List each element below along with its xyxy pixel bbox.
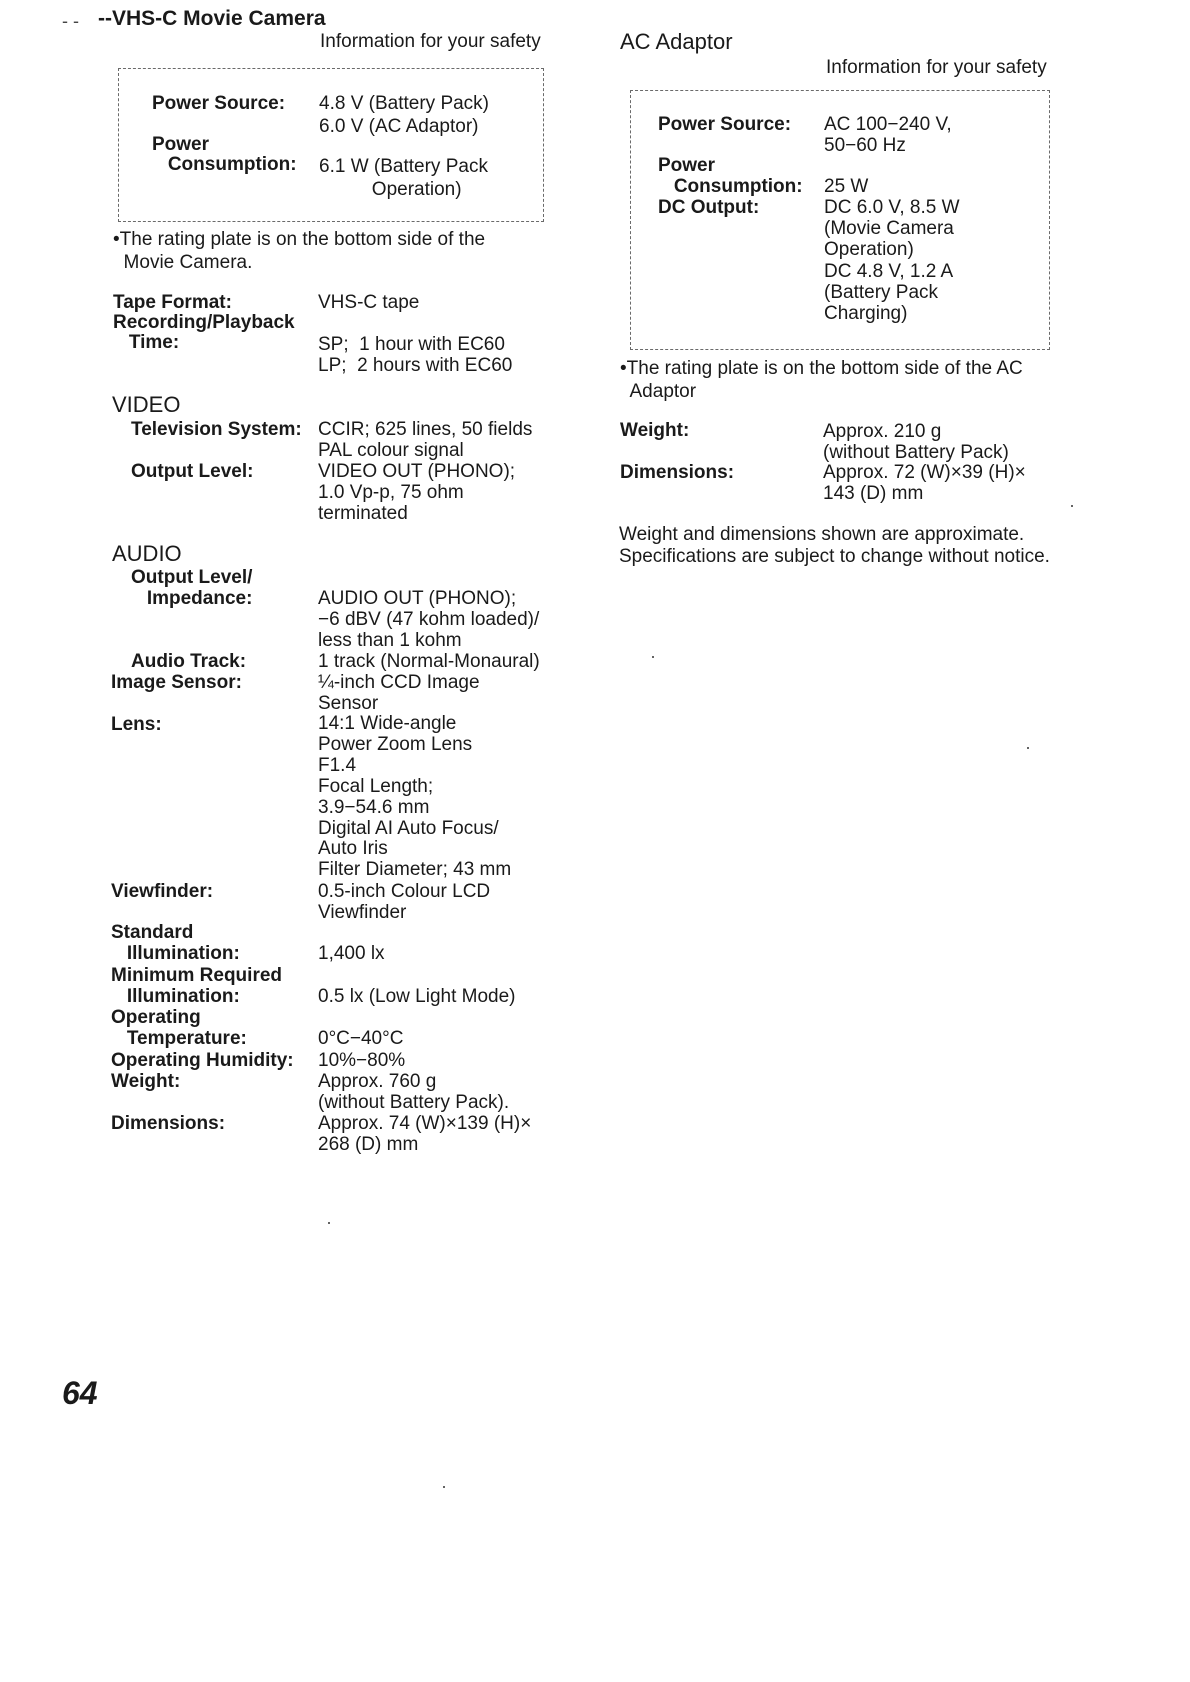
page-title-adaptor: AC Adaptor xyxy=(620,29,733,54)
viewfinder-value: 0.5-inch Colour LCD Viewfinder xyxy=(318,881,491,923)
adaptor-power-source-value: AC 100−240 V, 50−60 Hz xyxy=(824,114,952,156)
adaptor-power-consumption-label: Power Consumption: xyxy=(658,155,803,197)
video-heading: VIDEO xyxy=(112,392,181,417)
lens-label: Lens: xyxy=(111,714,162,735)
camera-power-source-label: Power Source: xyxy=(152,93,286,114)
adaptor-power-source-label: Power Source: xyxy=(658,114,792,135)
camera-weight-value: Approx. 760 g (without Battery Pack). xyxy=(318,1071,510,1113)
page-number: 64 xyxy=(62,1375,98,1411)
adaptor-safety-box xyxy=(630,90,1050,350)
tape-format-value: VHS-C tape xyxy=(318,292,420,313)
safety-label-adaptor: Information for your safety xyxy=(826,57,1047,78)
output-level-label: Output Level: xyxy=(131,461,254,482)
audio-output-value: AUDIO OUT (PHONO); −6 dBV (47 kohm loaded)/ less than 1 kohm xyxy=(318,588,540,651)
adaptor-weight-value: Approx. 210 g (without Battery Pack) xyxy=(823,421,1009,463)
output-level-value: VIDEO OUT (PHONO); 1.0 Vp-p, 75 ohm terminated xyxy=(318,461,516,524)
camera-weight-label: Weight: xyxy=(111,1071,181,1092)
standard-illumination-value: 1,400 lx xyxy=(318,943,385,964)
scan-speck xyxy=(652,656,654,658)
operating-temp-value: 0°C−40°C xyxy=(318,1028,404,1049)
operating-humidity-value: 10%−80% xyxy=(318,1050,406,1071)
audio-output-label: Output Level/ Impedance: xyxy=(131,567,253,609)
page-title-camera: --VHS-C Movie Camera xyxy=(98,7,326,30)
camera-power-consumption-value: 6.1 W (Battery Pack Operation) xyxy=(319,156,488,200)
image-sensor-label: Image Sensor: xyxy=(111,672,242,693)
camera-dimensions-label: Dimensions: xyxy=(111,1113,226,1134)
disclaimer: Weight and dimensions shown are approximate. Specifications are subject to change without notice. xyxy=(619,524,1050,567)
image-sensor-value: ¼-inch CCD Image Sensor xyxy=(318,672,480,714)
min-illumination-value: 0.5 lx (Low Light Mode) xyxy=(318,986,516,1007)
rec-time-label: Recording/Playback Time: xyxy=(113,312,295,353)
scan-speck xyxy=(328,1222,330,1224)
operating-humidity-label: Operating Humidity: xyxy=(111,1050,294,1071)
dc-output-value: DC 6.0 V, 8.5 W (Movie Camera Operation) DC 4.8 V, 1.2 A (Battery Pack Charging) xyxy=(824,197,960,325)
scan-speck xyxy=(1027,747,1029,749)
audio-track-value: 1 track (Normal-Monaural) xyxy=(318,651,540,672)
camera-power-source-value: 4.8 V (Battery Pack) 6.0 V (AC Adaptor) xyxy=(319,93,490,137)
adaptor-power-consumption-value: 25 W xyxy=(824,176,869,197)
lens-value: 14:1 Wide-angle Power Zoom Lens F1.4 Focal Length; 3.9−54.6 mm Digital AI Auto Focus/ Auto Iris Filter Diameter; 43 mm xyxy=(318,713,512,881)
audio-track-label: Audio Track: xyxy=(131,651,247,672)
camera-rating-note: •The rating plate is on the bottom side of the Movie Camera. xyxy=(113,229,486,273)
adaptor-dimensions-label: Dimensions: xyxy=(620,462,735,483)
viewfinder-label: Viewfinder: xyxy=(111,881,214,902)
safety-label-camera: Information for your safety xyxy=(320,31,541,52)
audio-heading: AUDIO xyxy=(112,541,182,566)
adaptor-weight-label: Weight: xyxy=(620,420,690,441)
tv-system-label: Television System: xyxy=(131,419,302,440)
scan-speck xyxy=(443,1486,445,1488)
rec-time-value: SP; 1 hour with EC60 LP; 2 hours with EC60 xyxy=(318,334,513,376)
camera-dimensions-value: Approx. 74 (W)×139 (H)× 268 (D) mm xyxy=(318,1113,532,1155)
min-illumination-label: Minimum Required Illumination: xyxy=(111,965,283,1007)
scan-speck xyxy=(1071,505,1073,507)
camera-power-consumption-label: Power Consumption: xyxy=(152,134,297,175)
adaptor-dimensions-value: Approx. 72 (W)×39 (H)× 143 (D) mm xyxy=(823,462,1026,504)
dc-output-label: DC Output: xyxy=(658,197,760,218)
header-prefix: - - xyxy=(62,11,79,31)
operating-temp-label: Operating Temperature: xyxy=(111,1007,247,1049)
standard-illumination-label: Standard Illumination: xyxy=(111,922,240,964)
adaptor-rating-note: •The rating plate is on the bottom side of the AC Adaptor xyxy=(620,358,1023,402)
tv-system-value: CCIR; 625 lines, 50 fields PAL colour signal xyxy=(318,419,533,461)
camera-safety-box xyxy=(118,68,544,222)
tape-format-label: Tape Format: xyxy=(113,292,232,313)
